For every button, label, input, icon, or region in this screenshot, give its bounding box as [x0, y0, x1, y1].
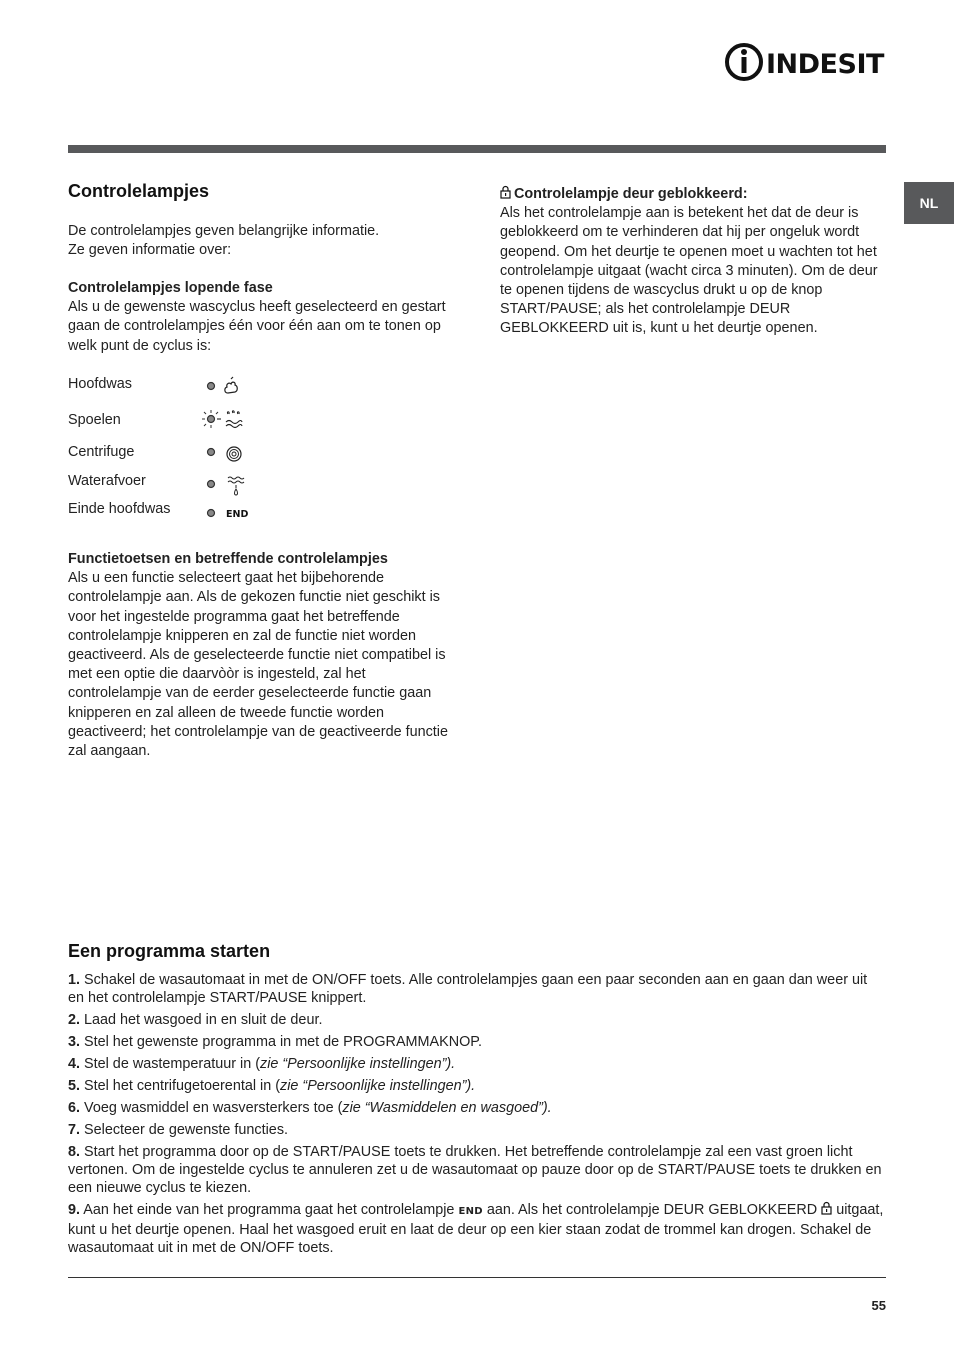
spin-icon [198, 442, 246, 466]
drain-icon [198, 473, 246, 499]
language-tab: NL [904, 182, 954, 224]
indesit-logo [724, 40, 888, 86]
lock-block [500, 185, 886, 339]
step-item: 2. Laad het wasgoed in en sluit de deur. [68, 1012, 323, 1028]
main-wash-icon [198, 374, 246, 398]
end-icon-glyph: END [226, 509, 249, 520]
phase-text: Als u de gewenste wascyclus heeft geselecteerd en gestart gaan de controlelampjes één voor één aan om te tonen op welk punt de cyclus is: [68, 299, 446, 354]
function-title: Functietoetsen en betreffende controlelampjes [68, 551, 388, 567]
lock-text: Als het controlelampje aan is betekent het dat de deur is geblokkeerd om te verhinderen dat hij per ongeluk wordt geopend. Om het deurtje te openen moet u wachten tot het controlelampje uitgaat (wacht circa 3 minuten). Om de deur te openen tijdens de wascyclus drukt u op de knop START/PAUSE; als het controlelampje DEUR GEBLOKKEERD uit is, kunt u het deurtje openen. [500, 205, 878, 337]
step-item: 8. Start het programma door op de START/PAUSE toets te drukken. Het betreffende controlelampje zal een vast groen licht vertonen. Om de ingestelde cyclus te annuleren zet u de wasautomaat op pauze door op de START/PAUSE toets te drukken en een nieuwe cyclus te kiezen. [68, 1144, 882, 1196]
function-block [68, 550, 450, 761]
top-divider-bar [68, 145, 886, 153]
led-label-drain: Waterafvoer [68, 473, 146, 489]
step-item: 9. Aan het einde van het programma gaat het controlelampje END aan. Als het controlelampje DEUR GEBLOKKEERD uitgaat, kunt u het deurtje openen. Haal het wasgoed eruit en laat de deur op een kier staan zodat de trommel kan drogen. Schakel de wasautomaat uit in met de ON/OFF toets. [68, 1202, 884, 1256]
brand-name: INDESIT [766, 49, 884, 80]
bottom-divider [68, 1277, 886, 1278]
section-title-start: Een programma starten [68, 941, 271, 961]
step-item: 7. Selecteer de gewenste functies. [68, 1122, 289, 1138]
step-item: 5. Stel het centrifugetoerental in (zie “Persoonlijke instellingen”). [68, 1078, 476, 1094]
page-number: 55 [871, 1298, 886, 1313]
led-label-rinse: Spoelen [68, 412, 121, 428]
lock-title: Controlelampje deur geblokkeerd: [514, 186, 748, 202]
start-steps-list [68, 971, 886, 1261]
led-label-spin: Centrifuge [68, 444, 135, 460]
lock-icon [500, 185, 511, 199]
step-item: 6. Voeg wasmiddel en wasversterkers toe (zie “Wasmiddelen en wasgoed”). [68, 1100, 552, 1116]
section-title-controlelampjes: Controlelampjes [68, 181, 210, 201]
intro-text: De controlelampjes geven belangrijke informatie. Ze geven informatie over: [68, 223, 380, 259]
rinse-icon [198, 406, 246, 432]
end-icon [198, 503, 258, 523]
step-item: 3. Stel het gewenste programma in met de PROGRAMMAKNOP. [68, 1034, 483, 1050]
step-item: 1. Schakel de wasautomaat in met de ON/OFF toets. Alle controlelampjes gaan een paar seconden aan en gaan dan weer uit en het controlelampje START/PAUSE knippert. [68, 972, 868, 1006]
led-label-end: Einde hoofdwas [68, 501, 171, 517]
end-glyph-inline: END [458, 1206, 483, 1217]
step-item: 4. Stel de wastemperatuur in (zie “Persoonlijke instellingen”). [68, 1056, 456, 1072]
phase-title: Controlelampjes lopende fase [68, 280, 273, 296]
phase-block [68, 279, 453, 356]
led-label-main-wash: Hoofdwas [68, 376, 132, 392]
lock-icon [821, 1201, 832, 1215]
function-text: Als u een functie selecteert gaat het bijbehorende controlelampje aan. Als de gekozen functie niet geschikt is voor het ingestelde programma gaat het betreffende controlelampje knipperen en zal de functie niet worden geactiveerd. Als de geselecteerde functie niet compatibel is met een optie die daarvòòr is ingesteld, zal het controlelampje van de eerder geselecteerde functie gaan knipperen en zal alleen de tweede functie worden geactiveerd; het controlelampje van de geactiveerde functie zal aangaan. [68, 570, 448, 760]
